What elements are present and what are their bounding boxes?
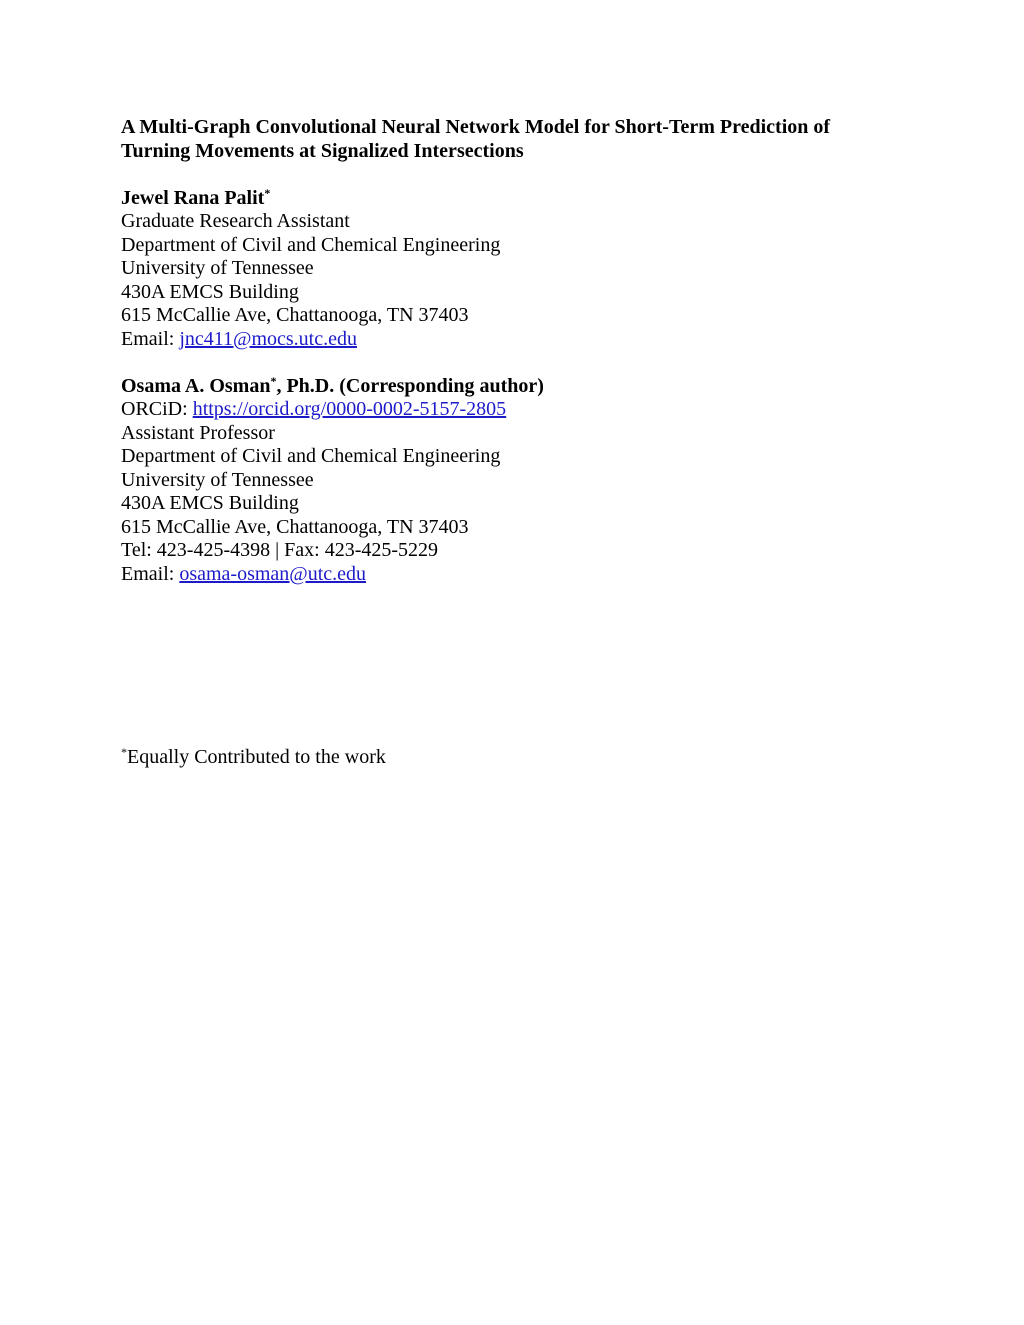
author2-name: Osama A. Osman xyxy=(121,374,271,397)
author2-university: University of Tennessee xyxy=(121,468,314,491)
author1-email-label: Email: xyxy=(121,327,180,350)
author1-department: Department of Civil and Chemical Engineering xyxy=(121,233,501,256)
author2-orcid-label: ORCiD: xyxy=(121,398,193,420)
author2-name-line xyxy=(121,375,904,399)
paper-title xyxy=(121,116,904,163)
author1-asterisk-mark: * xyxy=(264,185,271,200)
author1-building: 430A EMCS Building xyxy=(121,280,299,303)
author2-address: 615 McCallie Ave, Chattanooga, TN 37403 xyxy=(121,515,469,538)
footnote xyxy=(121,746,904,770)
author2-orcid-line xyxy=(121,398,904,422)
author-block-1 xyxy=(121,187,904,352)
author1-name: Jewel Rana Palit xyxy=(121,186,265,209)
author2-email-label: Email: xyxy=(121,562,180,585)
footnote-text: Equally Contributed to the work xyxy=(127,746,386,768)
author2-orcid-link[interactable]: https://orcid.org/0000-0002-5157-2805 xyxy=(192,398,507,420)
author1-name-line xyxy=(121,187,904,211)
author2-email-link[interactable]: osama-osman@utc.edu xyxy=(179,562,367,585)
author1-role: Graduate Research Assistant xyxy=(121,210,350,232)
author-block-2 xyxy=(121,375,904,587)
paper-title-line-2: Turning Movements at Signalized Intersections xyxy=(121,139,524,162)
author1-email-link[interactable]: jnc411@mocs.utc.edu xyxy=(179,327,357,350)
author2-email-line xyxy=(121,563,904,587)
footnote-asterisk-mark: * xyxy=(121,745,127,759)
author2-building: 430A EMCS Building xyxy=(121,492,299,514)
author1-address: 615 McCallie Ave, Chattanooga, TN 37403 xyxy=(121,304,469,326)
author1-email-line xyxy=(121,328,904,352)
author2-asterisk-mark: * xyxy=(270,373,277,388)
author2-department: Department of Civil and Chemical Engineering xyxy=(121,445,501,467)
paper-title-line-1: A Multi-Graph Convolutional Neural Network Model for Short-Term Prediction of xyxy=(121,116,831,138)
author1-university: University of Tennessee xyxy=(121,257,314,279)
author2-role: Assistant Professor xyxy=(121,421,275,444)
author2-tel-fax: Tel: 423-425-4398 | Fax: 423-425-5229 xyxy=(121,539,439,561)
author2-name-suffix: , Ph.D. (Corresponding author) xyxy=(276,374,544,397)
